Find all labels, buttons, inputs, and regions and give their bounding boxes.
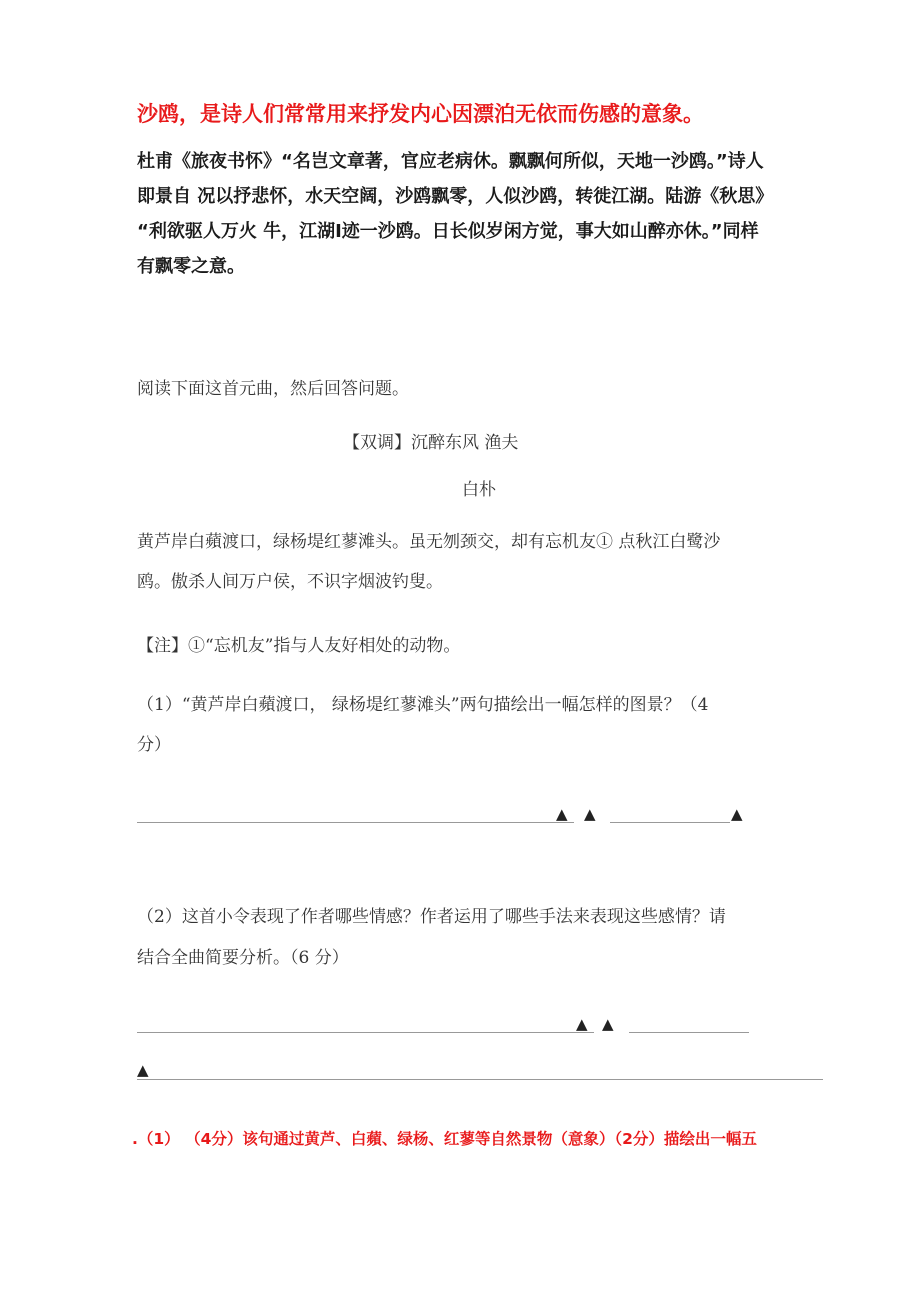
theme-paragraph: [137, 144, 797, 284]
triangle-marker-icon: ▲: [137, 1061, 149, 1079]
theme-heading: 沙鸥，是诗人们常常用来抒发内心因漂泊无依而伤感的意象。: [137, 102, 704, 126]
answer-line-1b[interactable]: [610, 822, 730, 823]
triangle-marker-icon: ▲: [556, 805, 568, 823]
reading-instruction: 阅读下面这首元曲，然后回答问题。: [137, 379, 409, 399]
answer-line-2b[interactable]: [629, 1032, 749, 1033]
question-2-line: （2）这首小令表现了作者哪些情感？作者运用了哪些手法来表现这些感情？请: [137, 907, 726, 927]
triangle-marker-icon: ▲: [584, 805, 596, 823]
poem-author: 白朴: [462, 480, 496, 500]
question-1-line: 分）: [137, 735, 171, 755]
theme-paragraph-line: “利欲驱人万火 牛，江湖I迹一沙鸥。日长似岁闲方觉，事大如山醉亦休。”同样: [137, 221, 759, 242]
theme-paragraph-line: 有飘零之意。: [137, 256, 245, 277]
theme-paragraph-line: 即景自 况以抒悲怀，水天空阔，沙鸥飘零，人似沙鸥，转徙江湖。陆游《秋思》: [137, 186, 774, 207]
poem-line: 黄芦岸白蘋渡口，绿杨堤红蓼滩头。虽无刎颈交，却有忘机友① 点秋江白鹭沙: [137, 532, 721, 552]
theme-paragraph-line: 杜甫《旅夜书怀》“名岂文章著，官应老病休。飘飘何所似，天地一沙鸥。”诗人: [137, 151, 764, 172]
answer-line-2c[interactable]: [137, 1079, 823, 1080]
triangle-marker-icon: ▲: [602, 1015, 614, 1033]
poem-title: 【双调】沉醉东风 渔夫: [343, 433, 519, 453]
answer-line-1a[interactable]: [137, 822, 574, 823]
question-1-line: （1）“黄芦岸白蘋渡口， 绿杨堤红蓼滩头”两句描绘出一幅怎样的图景？（4: [137, 695, 709, 715]
poem-line: 鸥。傲杀人间万户侯，不识字烟波钓叟。: [137, 572, 443, 592]
answer-line-2a[interactable]: [137, 1032, 594, 1033]
triangle-marker-icon: ▲: [576, 1015, 588, 1033]
answer-key: .（1） （4分）该句通过黄芦、白蘋、绿杨、红蓼等自然景物（意象）（2分）描绘出一幅五: [132, 1130, 757, 1148]
poem-note: 【注】①“忘机友”指与人友好相处的动物。: [137, 636, 461, 656]
question-2-line: 结合全曲简要分析。（6 分）: [137, 948, 349, 968]
triangle-marker-icon: ▲: [731, 805, 743, 823]
